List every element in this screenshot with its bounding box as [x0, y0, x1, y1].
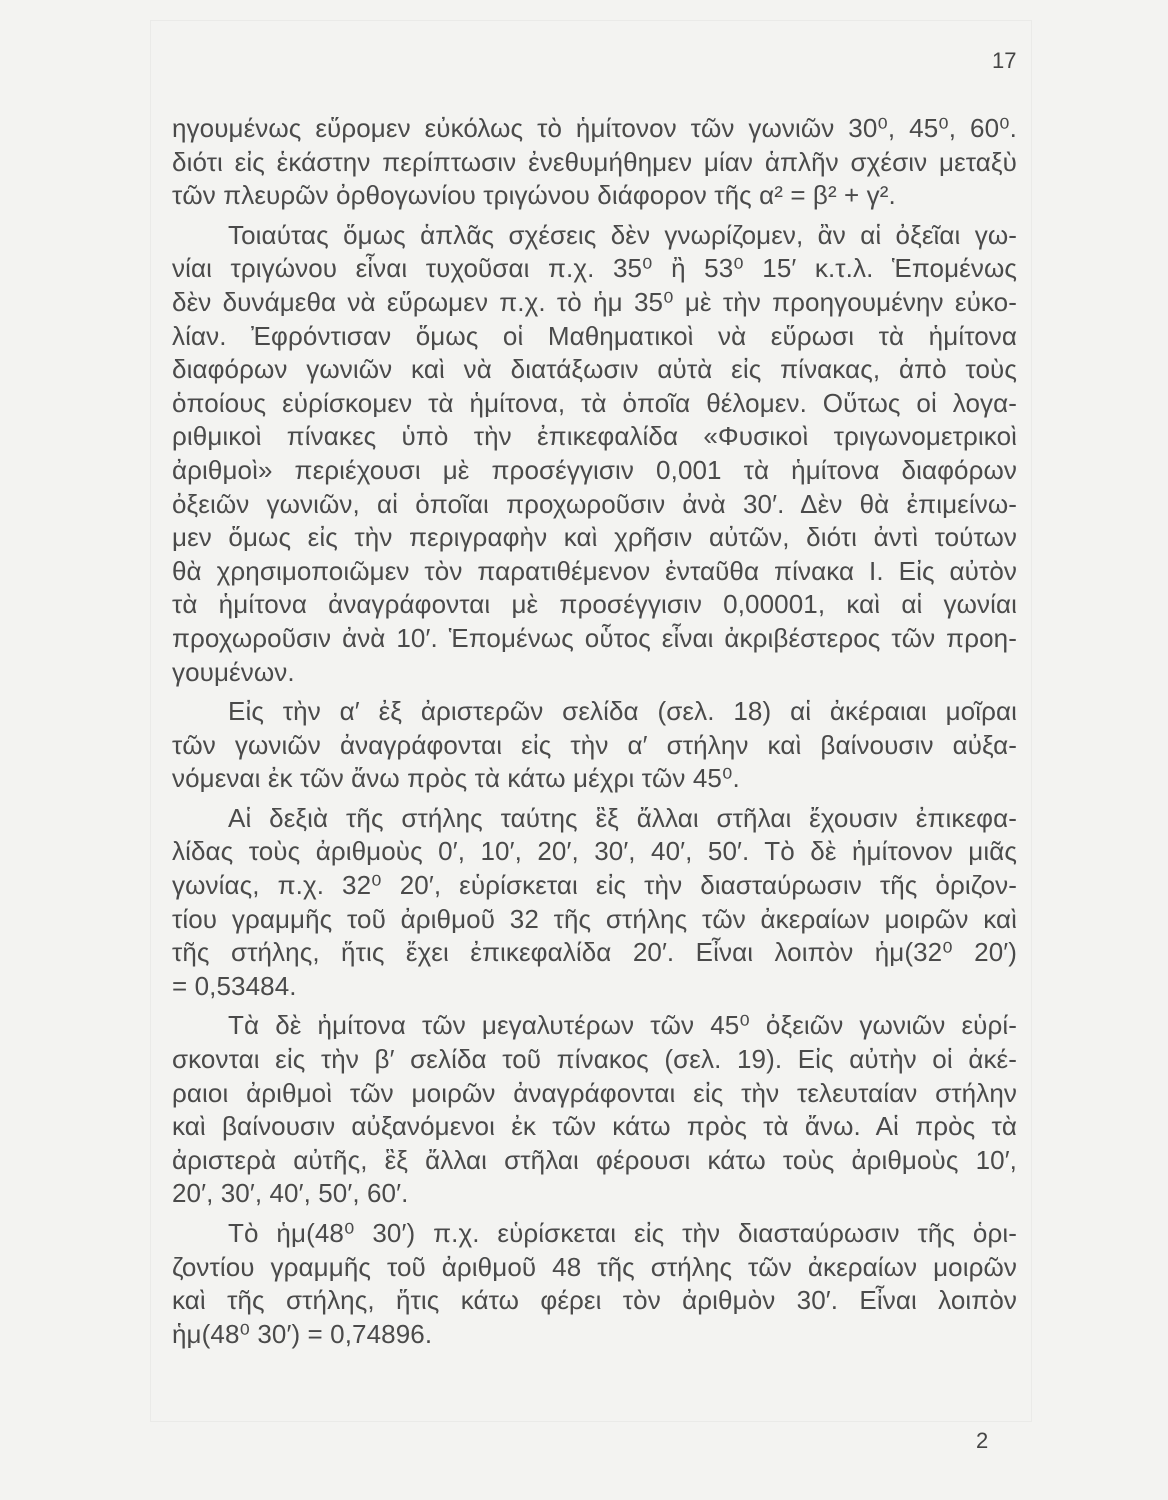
text-line: νόμεναι ἐκ τῶν ἄνω πρὸς τὰ κάτω μέχρι τῶν 45⁰. [172, 763, 740, 794]
paragraph [172, 695, 1017, 796]
text-line: Τὰ δὲ ἡμίτονα τῶν μεγαλυτέρων τῶν 45⁰ ὀξειῶν γωνιῶν εὑρί- [228, 1010, 1017, 1041]
text-line: τὰ ἡμίτονα ἀναγράφονται μὲ προσέγγισιν 0,00001, καὶ αἱ γωνίαι [172, 589, 1017, 620]
text-line: λίαν. Ἐφρόντισαν ὅμως οἱ Μαθηματικοὶ νὰ εὕρωσι τὰ ἡμίτονα [172, 320, 1017, 351]
text-line: ραιοι ἀριθμοὶ τῶν μοιρῶν ἀναγράφονται εἰς τὴν τελευταίαν στήλην [172, 1077, 1017, 1108]
text-line: μεν ὅμως εἰς τὴν περιγραφὴν καὶ χρῆσιν αὐτῶν, διότι ἀντὶ τούτων [172, 522, 1017, 553]
signature-mark-bottom: 2 [976, 1428, 989, 1453]
paragraph [172, 1009, 1017, 1211]
text-line: σκονται εἰς τὴν β′ σελίδα τοῦ πίνακος (σελ. 19). Εἰς αὐτὴν οἱ ἀκέ- [172, 1044, 1017, 1075]
text-line: δὲν δυνάμεθα νὰ εὕρωμεν π.χ. τὸ ἡμ 35⁰ μὲ τὴν προηγουμένην εὐκο- [172, 286, 1017, 317]
paragraph [172, 112, 1017, 213]
text-line: ἀριθμοὶ» περιέχουσι μὲ προσέγγισιν 0,001 τὰ ἡμίτονα διαφόρων [172, 454, 1017, 485]
paragraph [172, 219, 1017, 689]
text-line: νίαι τριγώνου εἶναι τυχοῦσαι π.χ. 35⁰ ἢ 53⁰ 15′ κ.τ.λ. Ἑπομένως [172, 253, 1017, 284]
text-line: καὶ τῆς στήλης, ἥτις κάτω φέρει τὸν ἀριθμὸν 30′. Εἶναι λοιπὸν [172, 1285, 1017, 1316]
text-line: ἡμ(48⁰ 30′) = 0,74896. [172, 1318, 433, 1349]
text-line: προχωροῦσιν ἀνὰ 10′. Ἑπομένως οὗτος εἶναι ἀκριβέστερος τῶν προη- [172, 622, 1017, 653]
document-body [172, 112, 1017, 1351]
text-line: διότι εἰς ἑκάστην περίπτωσιν ἐνεθυμήθημεν μίαν ἁπλῆν σχέσιν μεταξὺ [172, 146, 1017, 177]
text-line: τῶν γωνιῶν ἀναγράφονται εἰς τὴν α′ στήλην καὶ βαίνουσιν αὐξα- [172, 729, 1017, 760]
text-line: τῆς στήλης, ἥτις ἔχει ἐπικεφαλίδα 20′. Εἶναι λοιπὸν ἡμ(32⁰ 20′) [172, 937, 1017, 968]
text-line: ὀξειῶν γωνιῶν, αἱ ὁποῖαι προχωροῦσιν ἀνὰ 30′. Δὲν θὰ ἐπιμείνω- [172, 488, 1017, 519]
text-line: διαφόρων γωνιῶν καὶ νὰ διατάξωσιν αὐτὰ εἰς πίνακας, ἀπὸ τοὺς [172, 354, 1017, 385]
paragraph [172, 802, 1017, 1004]
text-line: θὰ χρησιμοποιῶμεν τὸν παρατιθέμενον ἐνταῦθα πίνακα Ι. Εἰς αὐτὸν [172, 555, 1017, 586]
text-line: ριθμικοὶ πίνακες ὑπὸ τὴν ἐπικεφαλίδα «Φυσικοὶ τριγωνομετρικοὶ [172, 421, 1017, 452]
text-line: Εἰς τὴν α′ ἐξ ἀριστερῶν σελίδα (σελ. 18) αἱ ἀκέραιαι μοῖραι [228, 696, 1017, 727]
text-line: Αἱ δεξιὰ τῆς στήλης ταύτης ἓξ ἄλλαι στῆλαι ἔχουσιν ἐπικεφα- [228, 802, 1017, 833]
text-line: 20′, 30′, 40′, 50′, 60′. [172, 1178, 409, 1209]
text-line: γωνίας, π.χ. 32⁰ 20′, εὑρίσκεται εἰς τὴν διασταύρωσιν τῆς ὁριζον- [172, 870, 1017, 901]
text-line: = 0,53484. [172, 970, 297, 1001]
text-line: Τοιαύτας ὅμως ἁπλᾶς σχέσεις δὲν γνωρίζομεν, ἂν αἱ ὀξεῖαι γω- [228, 219, 1017, 250]
text-line: Τὸ ἡμ(48⁰ 30′) π.χ. εὑρίσκεται εἰς τὴν διασταύρωσιν τῆς ὁρι- [228, 1218, 1017, 1248]
text-line: τίου γραμμῆς τοῦ ἀριθμοῦ 32 τῆς στήλης τῶν ἀκεραίων μοιρῶν καὶ [172, 903, 1017, 934]
text-line: γουμένων. [172, 656, 295, 687]
text-line: λίδας τοὺς ἀριθμοὺς 0′, 10′, 20′, 30′, 40′, 50′. Τὸ δὲ ἡμίτονον μιᾶς [172, 836, 1017, 867]
paragraph [172, 1217, 1017, 1351]
text-line: ηγουμένως εὕρομεν εὐκόλως τὸ ἡμίτονον τῶν γωνιῶν 30⁰, 45⁰, 60⁰. [172, 113, 1017, 143]
text-line: τῶν πλευρῶν ὀρθογωνίου τριγώνου διάφορον τῆς α² = β² + γ². [172, 180, 896, 211]
text-line: ζοντίου γραμμῆς τοῦ ἀριθμοῦ 48 τῆς στήλης τῶν ἀκεραίων μοιρῶν [172, 1251, 1017, 1282]
page-number-top: 17 [992, 48, 1017, 73]
text-line: ὁποίους εὑρίσκομεν τὰ ἡμίτονα, τὰ ὁποῖα θέλομεν. Οὕτως οἱ λογα- [172, 387, 1017, 418]
text-line: ἀριστερὰ αὐτῆς, ἓξ ἄλλαι στῆλαι φέρουσι κάτω τοὺς ἀριθμοὺς 10′, [172, 1144, 1017, 1175]
text-line: καὶ βαίνουσιν αὐξανόμενοι ἐκ τῶν κάτω πρὸς τὰ ἄνω. Αἱ πρὸς τὰ [172, 1111, 1017, 1142]
